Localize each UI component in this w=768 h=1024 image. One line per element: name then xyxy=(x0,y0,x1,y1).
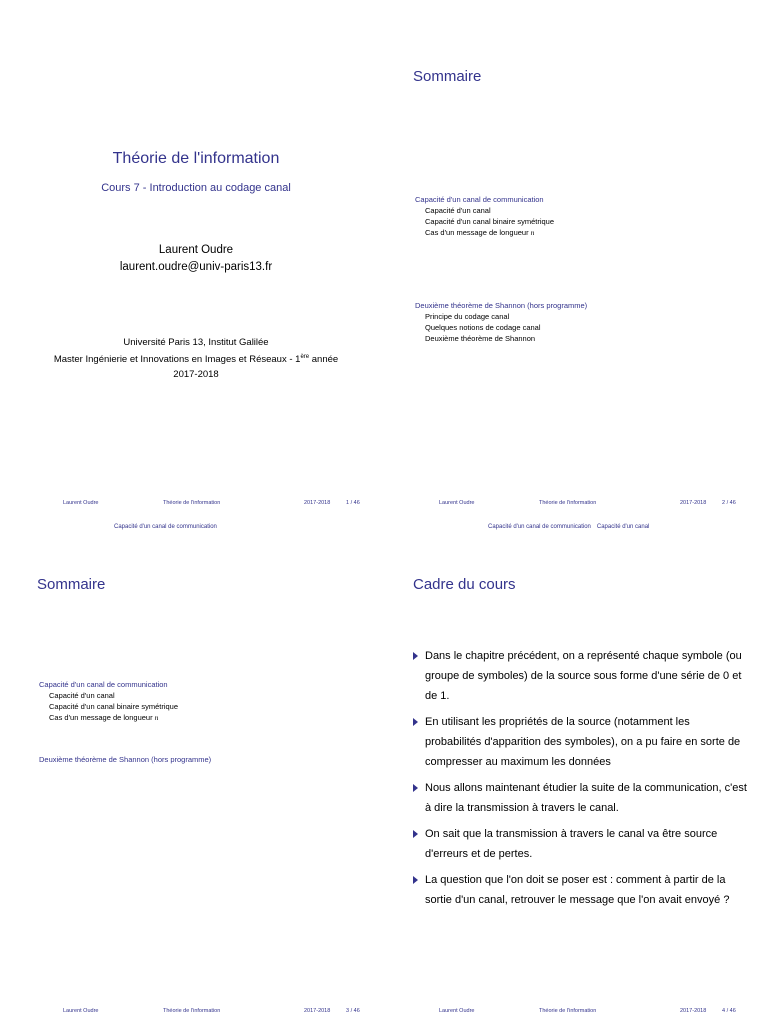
toc-subsection xyxy=(39,712,178,723)
triangle-bullet-icon xyxy=(413,652,418,660)
slide-course-framework xyxy=(386,518,758,1018)
slide-footer xyxy=(10,496,382,510)
slide-header-navigation: Capacité d'un canal de communication xyxy=(114,524,217,530)
bullet-text: En utilisant les propriétés de la source (notamment les probabilités d'apparition des symboles), on a pu faire en sorte de compresser au maximum les données xyxy=(425,716,741,768)
toc-subsection: Quelques notions de codage canal xyxy=(425,323,541,332)
slide-header-navigation xyxy=(488,524,649,530)
frame-title: Sommaire xyxy=(37,576,106,593)
program-sup: ère xyxy=(300,354,310,360)
toc-subsection-variable: n xyxy=(154,713,159,722)
footer-years: 2017-2018 xyxy=(680,1008,707,1014)
triangle-bullet-icon xyxy=(413,876,418,884)
bullet-text: Nous allons maintenant étudier la suite de la communication, c'est à dire la transmission à travers le canal. xyxy=(425,782,747,814)
presentation-title: Théorie de l'information xyxy=(112,150,280,167)
slide-summary-section xyxy=(10,518,382,1018)
footer-years: 2017-2018 xyxy=(680,500,707,506)
toc-subsection-text: Cas d'un message de longueur xyxy=(425,228,531,237)
slide-footer xyxy=(10,1004,382,1018)
frame-title: Cadre du cours xyxy=(413,576,516,593)
toc-section-title: Deuxième théorème de Shannon (hors programme) xyxy=(415,301,588,310)
toc-section-2 xyxy=(39,754,211,765)
institution-name: Université Paris 13, Institut Galilée xyxy=(123,337,269,348)
toc-subsection: Capacité d'un canal binaire symétrique xyxy=(425,217,555,226)
toc-subsection: Capacité d'un canal xyxy=(425,206,491,215)
bullet-item xyxy=(413,646,749,706)
frame-title: Sommaire xyxy=(413,68,482,85)
toc-subsection: Deuxième théorème de Shannon xyxy=(425,334,536,343)
toc-subsection-text: Cas d'un message de longueur xyxy=(49,713,155,722)
bullet-item xyxy=(413,870,749,910)
program-suffix: année xyxy=(309,354,339,366)
toc-subsection: Capacité d'un canal xyxy=(49,691,115,700)
triangle-bullet-icon xyxy=(413,718,418,726)
triangle-bullet-icon xyxy=(413,784,418,792)
academic-years: 2017-2018 xyxy=(173,369,219,381)
toc-subsection-variable: n xyxy=(530,228,535,237)
author-block xyxy=(10,242,382,276)
toc-subsection: Capacité d'un canal binaire symétrique xyxy=(49,702,179,711)
footer-author: Laurent Oudre xyxy=(63,1008,99,1014)
bullet-text: La question que l'on doit se poser est : comment à partir de la sortie d'un canal, retrouver le message que l'on avait envoyé ? xyxy=(425,874,730,906)
bullet-item xyxy=(413,824,749,864)
footer-page-number: 2 / 46 xyxy=(722,500,736,506)
bullet-item xyxy=(413,712,749,772)
slide-summary xyxy=(386,10,758,510)
header-section: Capacité d'un canal de communication xyxy=(488,524,591,530)
slide-footer xyxy=(386,1004,758,1018)
toc-section-1 xyxy=(415,194,554,238)
toc-section-title: Capacité d'un canal de communication xyxy=(39,680,168,689)
program-name xyxy=(10,350,382,367)
slide-title-page xyxy=(10,10,382,510)
footer-page-number: 1 / 46 xyxy=(346,500,360,506)
bullet-text: On sait que la transmission à travers le canal va être source d'erreurs et de pertes. xyxy=(425,828,718,860)
institution-block xyxy=(10,335,382,382)
toc-section-2 xyxy=(415,300,587,344)
footer-years: 2017-2018 xyxy=(304,500,331,506)
toc-subsection: Principe du codage canal xyxy=(425,312,510,321)
toc-section-title-muted: Deuxième théorème de Shannon (hors programme) xyxy=(39,755,212,764)
header-subsection: Capacité d'un canal xyxy=(596,524,650,530)
footer-page-number: 3 / 46 xyxy=(346,1008,360,1014)
bullet-item xyxy=(413,778,749,818)
triangle-bullet-icon xyxy=(413,830,418,838)
footer-title: Théorie de l'information xyxy=(163,500,221,506)
program-prefix: Master Ingénierie et Innovations en Images et Réseaux - 1 xyxy=(53,354,301,366)
bullet-list xyxy=(413,646,749,916)
footer-author: Laurent Oudre xyxy=(439,500,475,506)
footer-title: Théorie de l'information xyxy=(163,1008,221,1014)
author-email: laurent.oudre@univ-paris13.fr xyxy=(119,261,273,273)
toc-section-1 xyxy=(39,679,178,723)
footer-page-number: 4 / 46 xyxy=(722,1008,736,1014)
bullet-text: Dans le chapitre précédent, on a représenté chaque symbole (ou groupe de symboles) de la source sous forme d'une série de 0 et de 1. xyxy=(425,650,742,702)
footer-title: Théorie de l'information xyxy=(539,1008,597,1014)
footer-author: Laurent Oudre xyxy=(63,500,99,506)
footer-years: 2017-2018 xyxy=(304,1008,331,1014)
footer-author: Laurent Oudre xyxy=(439,1008,475,1014)
slide-footer xyxy=(386,496,758,510)
presentation-subtitle: Cours 7 - Introduction au codage canal xyxy=(101,182,291,194)
footer-title: Théorie de l'information xyxy=(539,500,597,506)
toc-section-title: Capacité d'un canal de communication xyxy=(415,195,544,204)
toc-subsection xyxy=(415,227,554,238)
author-name: Laurent Oudre xyxy=(158,244,234,256)
